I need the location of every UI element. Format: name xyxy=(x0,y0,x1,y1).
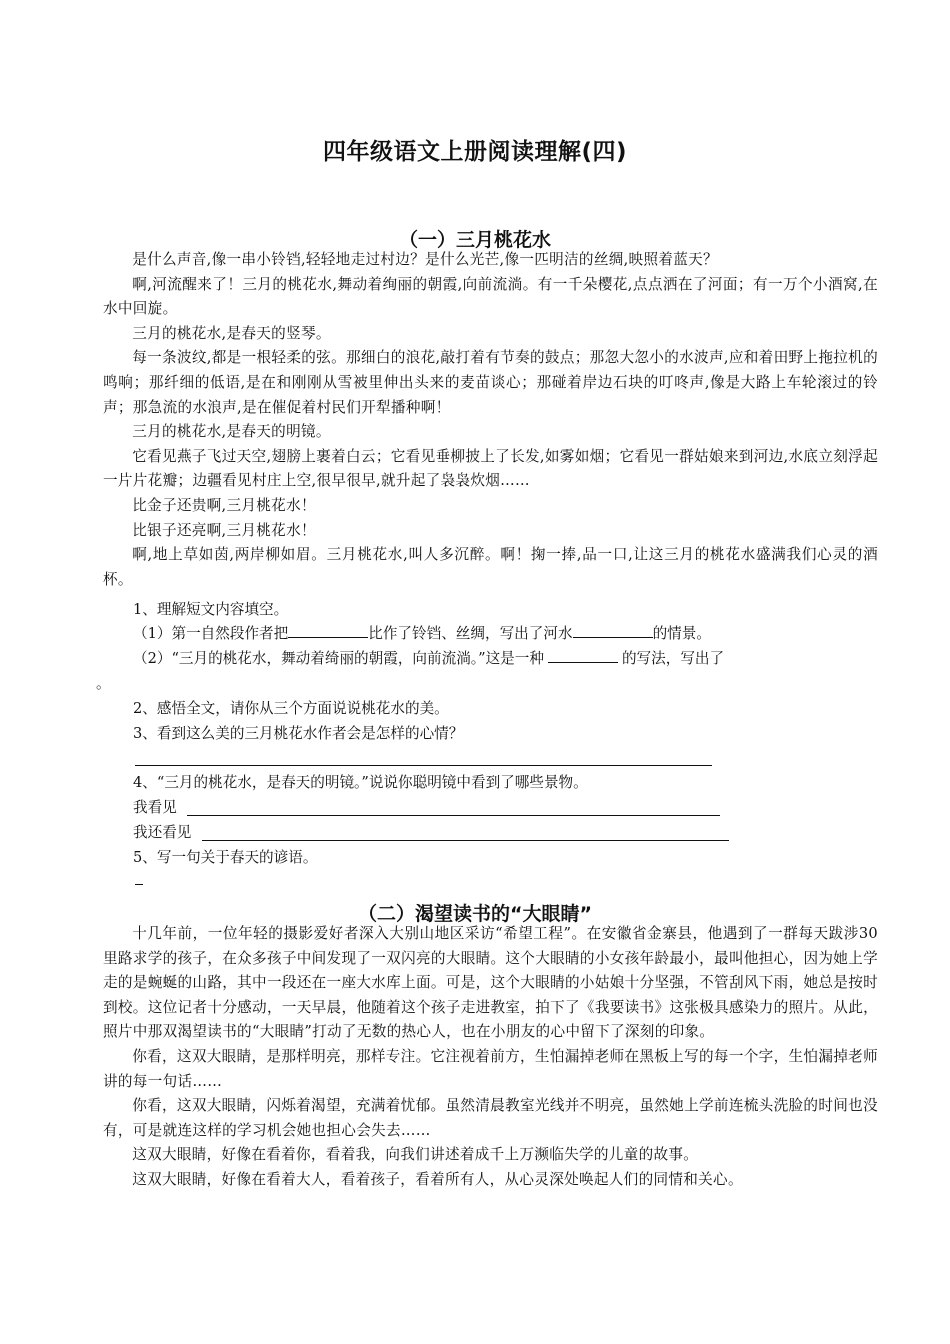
answer-line[interactable] xyxy=(187,815,720,816)
paragraph: 比银子还亮啊,三月桃花水！ xyxy=(132,521,316,539)
question-text: 的情景。 xyxy=(652,625,711,642)
question-4-a xyxy=(133,796,913,821)
question-text: 我看见 xyxy=(133,799,177,816)
paragraph: 三月的桃花水,是春天的竖琴。 xyxy=(132,324,331,342)
paragraph: 三月的桃花水,是春天的明镜。 xyxy=(132,423,331,441)
paragraph: 十几年前，一位年轻的摄影爱好者深入大别山地区采访“希望工程”。在安徽省金寨县，他遇到了一群每天跋涉30里路求学的孩子，在众多孩子中间发现了一双闪亮的大眼睛。这个大眼睛的小女孩年龄最小，最叫他担心，因为她上学走的是蜿蜒的山路，其中一段还在一座大水库上面。可是，这个大眼睛的小姑娘十分坚强，不管刮风下雨，她总是按时到校。这位记者十分感动，一天早晨，他随着这个孩子走进教室，拍下了《我要读书》这张极具感染力的照片。从此，照片中那双渴望读书的“大眼睛”打动了无数的热心人，也在小朋友的心中留下了深刻的印象。 xyxy=(103,925,878,1041)
question-5: 5、写一句关于春天的谚语。 xyxy=(133,849,318,866)
page-title: 四年级语文上册阅读理解(四) xyxy=(322,139,628,165)
question-text: （1）第一自然段作者把 xyxy=(133,625,289,642)
section-2-heading: （二）渴望读书的“大眼睛” xyxy=(358,903,592,925)
question-2: 2、感悟全文，请你从三个方面说说桃花水的美。 xyxy=(133,700,449,717)
question-text: 的写法，写出了 xyxy=(621,650,725,667)
paragraph: 啊,河流醒来了！三月的桃花水,舞动着绚丽的朝霞,向前流淌。有一千朵樱花,点点洒在了河面；有一万个小酒窝,在水中回旋。 xyxy=(103,275,878,318)
answer-line[interactable] xyxy=(135,765,712,766)
paragraph: 是什么声音,像一串小铃铛,轻轻地走过村边？是什么光芒,像一匹明洁的丝绸,映照着蓝天？ xyxy=(132,251,718,268)
section-1-heading: （一）三月桃花水 xyxy=(398,229,551,251)
question-1-1 xyxy=(133,622,913,647)
section-2-text xyxy=(103,922,878,1193)
question-4: 4、“三月的桃花水，是春天的明镜。”说说你聪明镜中看到了哪些景物。 xyxy=(133,774,588,791)
answer-line[interactable] xyxy=(202,840,729,841)
question-3: 3、看到这么美的三月桃花水作者会是怎样的心情？ xyxy=(133,725,464,742)
paragraph: 啊,地上草如茵,两岸柳如眉。三月桃花水,叫人多沉醉。啊！掬一捧,品一口,让这三月的桃花水盛满我们心灵的酒杯。 xyxy=(103,546,878,588)
paragraph: 它看见燕子飞过天空,翅膀上裹着白云；它看见垂柳披上了长发,如雾如烟；它看见一群姑娘来到河边,水底立刻浮起一片片花瓣；边疆看见村庄上空,很早很早,就升起了袅袅炊烟…… xyxy=(103,447,878,490)
answer-blank[interactable] xyxy=(548,647,618,663)
question-1-2 xyxy=(133,647,913,672)
question-1: 1、理解短文内容填空。 xyxy=(133,601,289,618)
paragraph: 这双大眼睛，好像在看着大人，看着孩子，看着所有人，从心灵深处唤起人们的同情和关心。 xyxy=(132,1170,743,1188)
question-1-2-end: 。 xyxy=(96,675,111,692)
paragraph: 你看，这双大眼睛，是那样明亮，那样专注。它注视着前方，生怕漏掉老师在黑板上写的每一个字，生怕漏掉老师讲的每一句话…… xyxy=(103,1047,878,1090)
question-text: 比作了铃铛、丝绸，写出了河水 xyxy=(368,625,573,642)
answer-blank[interactable] xyxy=(573,622,653,638)
question-text: 我还看见 xyxy=(133,824,192,841)
answer-line[interactable] xyxy=(135,884,143,885)
answer-blank[interactable] xyxy=(288,622,368,638)
paragraph: 比金子还贵啊,三月桃花水！ xyxy=(132,496,316,514)
question-text: （2）“三月的桃花水，舞动着绮丽的朝霞，向前流淌。”这是一种 xyxy=(133,650,544,667)
paragraph: 这双大眼睛，好像在看着你，看着我，向我们讲述着成千上万濒临失学的儿童的故事。 xyxy=(132,1146,699,1164)
section-1-text xyxy=(103,248,878,592)
question-4-b xyxy=(133,821,913,846)
paragraph: 你看，这双大眼睛，闪烁着渴望，充满着忧郁。虽然清晨教室光线并不明亮，虽然她上学前连梳头洗脸的时间也没有，可是就连这样的学习机会她也担心会失去…… xyxy=(103,1097,878,1139)
paragraph: 每一条波纹,都是一根轻柔的弦。那细白的浪花,敲打着有节奏的鼓点；那忽大忽小的水波声,应和着田野上拖拉机的鸣响；那纤细的低语,是在和刚刚从雪被里伸出头来的麦苗谈心；那碰着岸边石块的叮咚声,像是大路上车轮滚过的铃声；那急流的水浪声,是在催促着村民们开犁播种啊！ xyxy=(103,349,878,416)
